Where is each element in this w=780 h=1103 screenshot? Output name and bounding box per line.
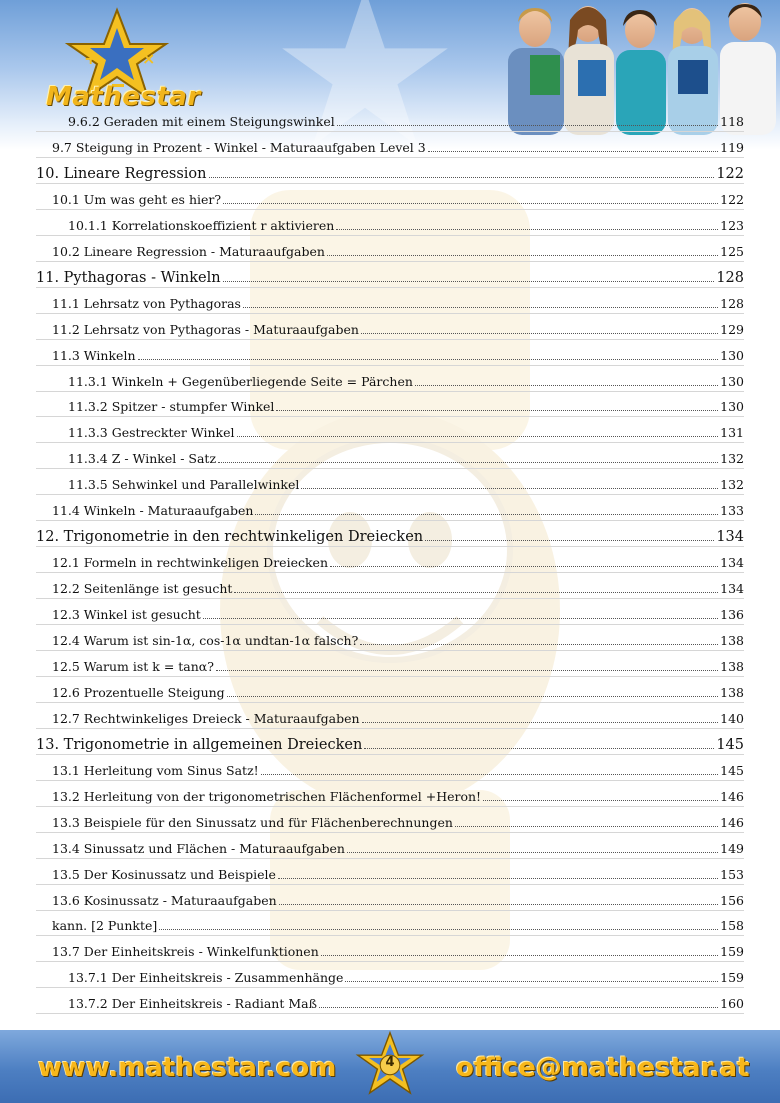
toc-entry-title: 11.4 Winkeln - Maturaaufgaben bbox=[52, 503, 254, 519]
toc-entry-title: 10.2 Lineare Regression - Maturaaufgaben bbox=[52, 243, 325, 259]
toc-entry[interactable] bbox=[52, 316, 744, 338]
toc-entry-title: 12.6 Prozentuelle Steigung bbox=[52, 684, 225, 700]
toc-entry-page: 138 bbox=[720, 658, 744, 674]
toc-entry-title: 13.7.2 Der Einheitskreis - Radiant Maß bbox=[68, 996, 317, 1012]
toc-leader-dots bbox=[336, 228, 718, 230]
toc-entry[interactable] bbox=[36, 264, 744, 286]
toc-separator bbox=[36, 884, 744, 885]
toc-entry-title: 9.6.2 Geraden mit einem Steigungswinkel bbox=[68, 114, 335, 129]
toc-separator bbox=[36, 702, 744, 703]
toc-entry-title: 10.1.1 Korrelationskoeffizient r aktivieren bbox=[68, 217, 335, 233]
toc-entry-title: 12. Trigonometrie in den rechtwinkeligen Dreiecken bbox=[36, 529, 424, 546]
toc-separator bbox=[36, 806, 744, 807]
toc-leader-dots bbox=[278, 877, 718, 879]
toc-leader-dots bbox=[321, 954, 718, 956]
toc-entry-title: 12.4 Warum ist sin-1α, cos-1α undtan-1α falsch? bbox=[52, 633, 359, 648]
toc-entry-title: 13.5 Der Kosinussatz und Beispiele bbox=[52, 866, 276, 882]
svg-text:×: × bbox=[142, 49, 156, 68]
toc-entry-title: 11.3.5 Sehwinkel und Parallelwinkel bbox=[68, 477, 300, 493]
toc-leader-dots bbox=[261, 773, 718, 775]
toc-entry-page: 159 bbox=[720, 944, 744, 960]
toc-leader-dots bbox=[455, 825, 718, 827]
toc-entry-title: 11.3 Winkeln bbox=[52, 347, 136, 363]
toc-separator bbox=[36, 676, 744, 677]
toc-entry[interactable] bbox=[68, 108, 744, 130]
toc-separator bbox=[36, 910, 744, 911]
toc-separator bbox=[36, 598, 744, 599]
toc-entry[interactable] bbox=[52, 575, 744, 597]
toc-entry-page: 119 bbox=[720, 139, 744, 155]
toc-entry[interactable] bbox=[36, 523, 744, 545]
toc-separator bbox=[36, 261, 744, 262]
toc-entry[interactable] bbox=[52, 342, 744, 364]
toc-entry[interactable] bbox=[68, 419, 744, 441]
toc-separator bbox=[36, 365, 744, 366]
toc-entry[interactable] bbox=[52, 238, 744, 260]
toc-entry[interactable] bbox=[68, 393, 744, 415]
toc-entry-title: 13.7.1 Der Einheitskreis - Zusammenhänge bbox=[68, 970, 344, 986]
toc-entry-page: 130 bbox=[720, 399, 744, 415]
toc-entry-page: 122 bbox=[720, 191, 744, 207]
toc-leader-dots bbox=[203, 617, 718, 619]
toc-entry[interactable] bbox=[52, 887, 744, 909]
toc-separator bbox=[36, 209, 744, 210]
toc-entry-page: 138 bbox=[720, 633, 744, 648]
toc-entry-page: 130 bbox=[720, 373, 744, 389]
toc-entry-title: 13.2 Herleitung von der trigonometrischen Flächenformel +Heron! bbox=[52, 788, 482, 804]
toc-leader-dots bbox=[276, 409, 718, 411]
toc-separator bbox=[36, 728, 744, 729]
toc-separator bbox=[36, 546, 744, 547]
toc-separator bbox=[36, 832, 744, 833]
toc-entry-page: 125 bbox=[720, 243, 744, 259]
toc-entry[interactable] bbox=[52, 679, 744, 701]
toc-entry-page: 146 bbox=[720, 788, 744, 804]
toc-separator bbox=[36, 287, 744, 288]
toc-separator bbox=[36, 520, 744, 521]
toc-entry-title: 13.4 Sinussatz und Flächen - Maturaaufgaben bbox=[52, 840, 345, 856]
toc-entry-title: 11.2 Lehrsatz von Pythagoras - Maturaaufgaben bbox=[52, 321, 359, 337]
toc-separator bbox=[36, 339, 744, 340]
toc-entry[interactable] bbox=[52, 835, 744, 857]
toc-entry-page: 122 bbox=[716, 165, 744, 182]
toc-separator bbox=[36, 624, 744, 625]
toc-separator bbox=[36, 935, 744, 936]
toc-entry-page: 129 bbox=[720, 321, 744, 337]
toc-entry[interactable] bbox=[36, 160, 744, 182]
toc-leader-dots bbox=[327, 254, 718, 256]
toc-entry[interactable] bbox=[68, 212, 744, 234]
toc-separator bbox=[36, 313, 744, 314]
toc-entry-title: 10. Lineare Regression bbox=[36, 165, 207, 182]
toc-entry-page: 149 bbox=[720, 840, 744, 856]
toc-entry[interactable] bbox=[52, 938, 744, 960]
toc-entry-page: 146 bbox=[720, 814, 744, 830]
toc-entry[interactable] bbox=[52, 549, 744, 571]
toc-separator bbox=[36, 391, 744, 392]
toc-entry-title: 9.7 Steigung in Prozent - Winkel - Maturaaufgaben Level 3 bbox=[52, 139, 426, 155]
toc-entry-title: 11.3.3 Gestreckter Winkel bbox=[68, 425, 235, 441]
toc-leader-dots bbox=[209, 176, 715, 178]
toc-entry-page: 134 bbox=[720, 581, 744, 597]
toc-entry[interactable] bbox=[52, 653, 744, 675]
toc-entry-title: 12.2 Seitenlänge ist gesucht bbox=[52, 581, 233, 597]
svg-text:+: + bbox=[84, 49, 98, 68]
toc-entry[interactable] bbox=[52, 809, 744, 831]
toc-entry-title: 12.7 Rechtwinkeliges Dreieck - Maturaaufgaben bbox=[52, 710, 360, 726]
toc-entry-page: 130 bbox=[720, 347, 744, 363]
toc-separator bbox=[36, 754, 744, 755]
toc-entry-page: 133 bbox=[720, 503, 744, 519]
toc-leader-dots bbox=[415, 384, 718, 386]
toc-entry[interactable] bbox=[68, 990, 744, 1012]
toc-entry-page: 118 bbox=[720, 114, 744, 129]
toc-separator bbox=[36, 131, 744, 132]
toc-leader-dots bbox=[255, 513, 718, 515]
toc-entry-page: 131 bbox=[720, 425, 744, 441]
toc-entry-title: 13.3 Beispiele für den Sinussatz und für Flächenberechnungen bbox=[52, 814, 453, 830]
toc-leader-dots bbox=[345, 980, 718, 982]
toc-separator bbox=[36, 961, 744, 962]
toc-entry-page: 156 bbox=[720, 892, 744, 908]
toc-separator bbox=[36, 416, 744, 417]
toc-separator bbox=[36, 442, 744, 443]
toc-leader-dots bbox=[223, 202, 718, 204]
toc-leader-dots bbox=[361, 332, 718, 334]
toc-leader-dots bbox=[227, 695, 718, 697]
toc-entry[interactable] bbox=[52, 134, 744, 156]
toc-entry-title: 11. Pythagoras - Winkeln bbox=[36, 269, 221, 286]
toc-entry[interactable] bbox=[68, 964, 744, 986]
toc-leader-dots bbox=[223, 280, 715, 282]
toc-entry-title: 12.1 Formeln in rechtwinkeligen Dreiecken bbox=[52, 555, 328, 571]
toc-separator bbox=[36, 183, 744, 184]
toc-entry-page: 132 bbox=[720, 477, 744, 493]
toc-entry-page: 145 bbox=[720, 762, 744, 778]
toc-entry-page: 128 bbox=[720, 295, 744, 311]
email-link[interactable]: office@mathestar.at bbox=[456, 1053, 750, 1083]
toc-entry-page: 158 bbox=[720, 918, 744, 934]
toc-entry-title: kann. [2 Punkte] bbox=[52, 918, 158, 934]
toc-separator bbox=[36, 1013, 744, 1014]
toc-entry-title: 13.7 Der Einheitskreis - Winkelfunktionen bbox=[52, 944, 319, 960]
toc-entry[interactable] bbox=[52, 186, 744, 208]
toc-entry-title: 12.5 Warum ist k = tanα? bbox=[52, 658, 214, 674]
toc-separator bbox=[36, 157, 744, 158]
toc-leader-dots bbox=[301, 487, 718, 489]
toc-entry[interactable] bbox=[68, 368, 744, 390]
toc-entry[interactable] bbox=[52, 705, 744, 727]
toc-leader-dots bbox=[360, 643, 718, 645]
toc-separator bbox=[36, 235, 744, 236]
toc-entry[interactable] bbox=[52, 627, 744, 649]
toc-leader-dots bbox=[428, 150, 718, 152]
toc-entry[interactable] bbox=[52, 861, 744, 883]
toc-leader-dots bbox=[138, 358, 719, 360]
toc-separator bbox=[36, 468, 744, 469]
toc-leader-dots bbox=[159, 928, 718, 930]
toc-separator bbox=[36, 494, 744, 495]
toc-entry[interactable] bbox=[52, 290, 744, 312]
toc-entry[interactable] bbox=[36, 731, 744, 753]
toc-separator bbox=[36, 572, 744, 573]
toc-leader-dots bbox=[330, 565, 718, 567]
toc-entry-page: 159 bbox=[720, 970, 744, 986]
toc-leader-dots bbox=[347, 851, 718, 853]
toc-entry-page: 128 bbox=[716, 269, 744, 286]
toc-entry[interactable] bbox=[52, 783, 744, 805]
toc-entry-title: 13.6 Kosinussatz - Maturaaufgaben bbox=[52, 892, 277, 908]
toc-entry-title: 13. Trigonometrie in allgemeinen Dreiecken bbox=[36, 736, 363, 753]
toc-entry-page: 160 bbox=[720, 996, 744, 1012]
toc-entry[interactable] bbox=[52, 757, 744, 779]
toc-entry[interactable] bbox=[68, 471, 744, 493]
toc-entry-title: 11.3.1 Winkeln + Gegenüberliegende Seite = Pärchen bbox=[68, 373, 413, 389]
toc-separator bbox=[36, 987, 744, 988]
toc-leader-dots bbox=[364, 747, 714, 749]
toc-entry[interactable] bbox=[68, 445, 744, 467]
website-link[interactable]: www.mathestar.com bbox=[38, 1053, 337, 1083]
toc-separator bbox=[36, 780, 744, 781]
toc-entry-page: 132 bbox=[720, 451, 744, 467]
toc-leader-dots bbox=[425, 539, 714, 541]
logo-text: Mathestar bbox=[46, 82, 201, 112]
toc-entry-page: 123 bbox=[720, 217, 744, 233]
page-number: 4 bbox=[385, 1055, 395, 1070]
toc-entry-title: 11.3.2 Spitzer - stumpfer Winkel bbox=[68, 399, 275, 415]
toc-leader-dots bbox=[243, 306, 718, 308]
toc-entry-title: 11.1 Lehrsatz von Pythagoras bbox=[52, 295, 241, 311]
toc-entry-page: 140 bbox=[720, 710, 744, 726]
toc-leader-dots bbox=[279, 903, 718, 905]
toc-leader-dots bbox=[234, 591, 718, 593]
toc-entry-title: 11.3.4 Z - Winkel - Satz bbox=[68, 451, 217, 467]
toc-entry-title: 10.1 Um was geht es hier? bbox=[52, 191, 222, 207]
toc-entry-page: 134 bbox=[716, 529, 744, 546]
toc-entry[interactable] bbox=[52, 601, 744, 623]
toc-entry-page: 134 bbox=[720, 555, 744, 571]
toc-entry-page: 145 bbox=[716, 736, 744, 753]
toc-leader-dots bbox=[337, 124, 718, 126]
toc-leader-dots bbox=[237, 435, 719, 437]
toc-entry-title: 12.3 Winkel ist gesucht bbox=[52, 607, 201, 623]
toc-leader-dots bbox=[218, 461, 718, 463]
toc-leader-dots bbox=[483, 799, 718, 801]
toc-entry[interactable] bbox=[52, 912, 744, 934]
toc-entry-title: 13.1 Herleitung vom Sinus Satz! bbox=[52, 762, 259, 778]
toc-entry-page: 138 bbox=[720, 684, 744, 700]
toc-leader-dots bbox=[216, 669, 718, 671]
toc-separator bbox=[36, 650, 744, 651]
toc-entry-page: 153 bbox=[720, 866, 744, 882]
toc-entry[interactable] bbox=[52, 497, 744, 519]
toc-separator bbox=[36, 858, 744, 859]
toc-leader-dots bbox=[362, 721, 719, 723]
toc-entry-page: 136 bbox=[720, 607, 744, 623]
toc-leader-dots bbox=[319, 1006, 718, 1008]
